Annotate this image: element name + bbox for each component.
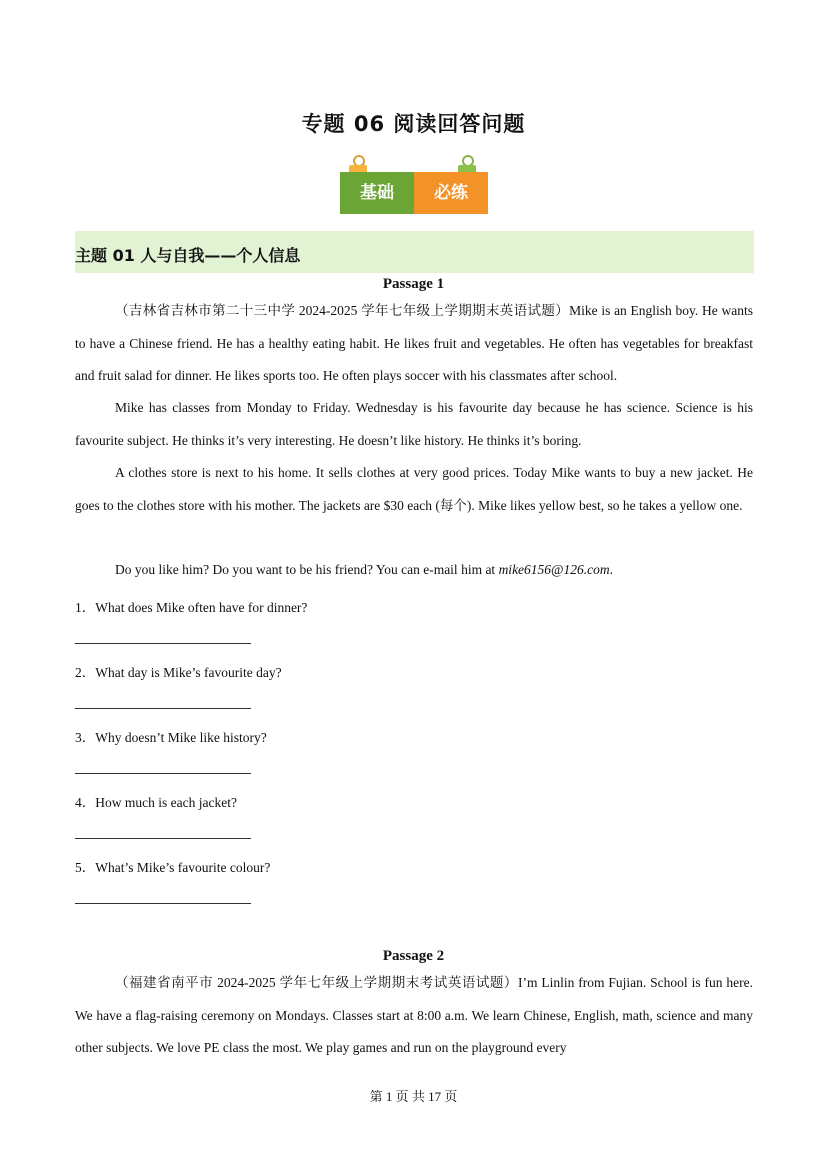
question-2: 2．What day is Mike’s favourite day? (75, 665, 282, 680)
answer-line-2[interactable] (75, 708, 251, 709)
answer-line-5[interactable] (75, 903, 251, 904)
document-title: 专题 06 阅读回答问题 (301, 112, 526, 136)
closing-period: . (609, 562, 613, 577)
passage-1-title: Passage 1 (382, 276, 445, 292)
passage-1-paragraph-2: Mike has classes from Monday to Friday. Wednesday is his favourite day because he has science. Science is his favourite subject. He thinks it’s very interesting. He doesn’t like history. He thinks it’s boring. (75, 400, 753, 448)
page-footer: 第 1 页 共 17 页 (369, 1089, 458, 1104)
passage-1-paragraph-3: A clothes store is next to his home. It sells clothes at very good prices. Today Mike wants to buy a new jacket. He goes to the clothes store with his mother. The jackets are $30 each (每个). Mike likes yellow best, so he takes a yellow one. (75, 465, 753, 513)
question-1: 1．What does Mike often have for dinner? (75, 600, 308, 615)
closing-text: Do you like him? Do you want to be his friend? You can e-mail him at (115, 562, 499, 577)
passage-2-paragraph-1: （福建省南平市 2024-2025 学年七年级上学期期末考试英语试题）I’m Linlin from Fujian. School is fun here. We have a flag-raising ceremony on Mondays. Classes start at 8:00 a.m. We learn Chinese, English, math, science and many other subjects. We love PE class the most. We play games and run on the playground every (75, 975, 753, 1055)
section-heading-bar (75, 231, 754, 273)
answer-line-4[interactable] (75, 838, 251, 839)
passage-1-paragraph-1: （吉林省吉林市第二十三中学 2024-2025 学年七年级上学期期末英语试题）Mike is an English boy. He wants to have a Chinese friend. He has a healthy eating habit. He likes fruit and vegetables. He often has vegetables for breakfast and fruit salad for dinner. He likes sports too. He often plays soccer with his classmates after school. (75, 303, 753, 383)
badge-left-label: 基础 (340, 172, 414, 214)
question-4: 4．How much is each jacket? (75, 795, 237, 810)
section-heading: 主题 01 人与自我——个人信息 (75, 246, 301, 265)
passage-2-title: Passage 2 (382, 948, 445, 964)
badge-right-label: 必练 (414, 172, 488, 214)
passage-1-paragraph-4 (75, 554, 753, 587)
question-3: 3．Why doesn’t Mike like history? (75, 730, 267, 745)
answer-line-1[interactable] (75, 643, 251, 644)
email-address: mike6156@126.com (498, 562, 610, 577)
level-badge (340, 153, 488, 215)
question-5: 5．What’s Mike’s favourite colour? (75, 860, 271, 875)
answer-line-3[interactable] (75, 773, 251, 774)
